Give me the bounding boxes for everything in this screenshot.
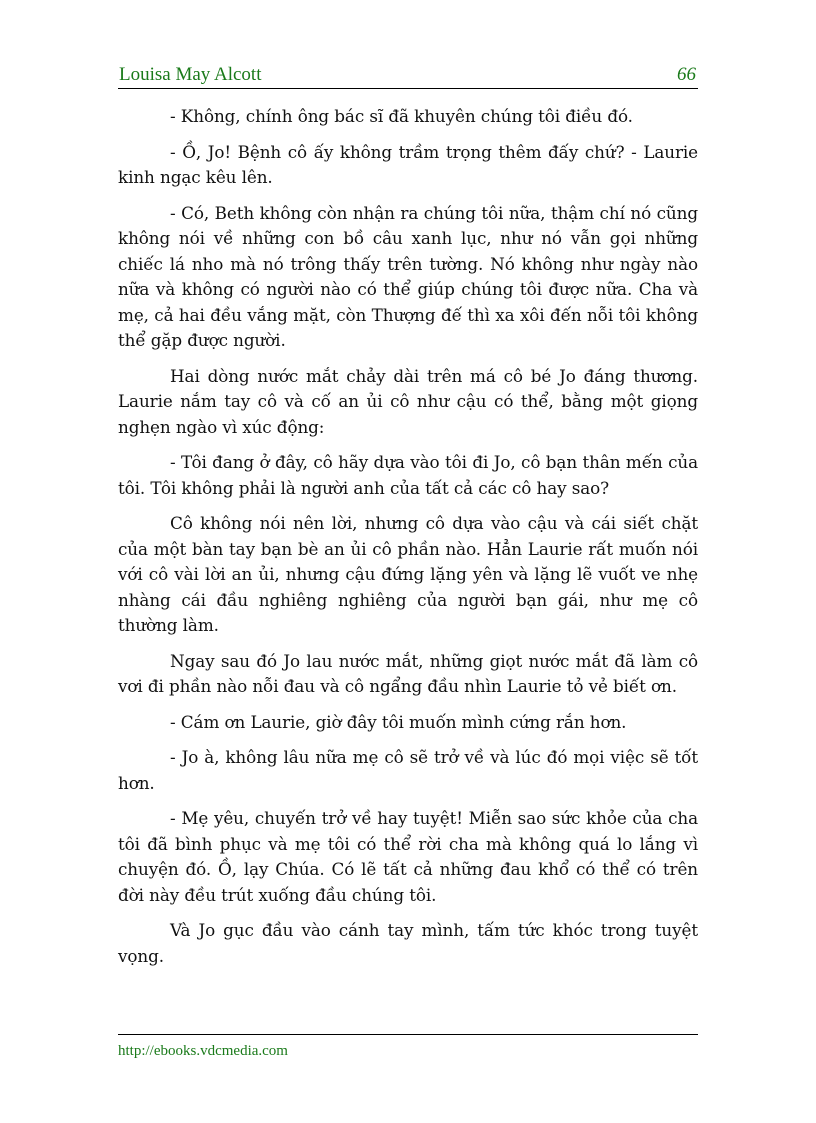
body-text [118,104,698,979]
paragraph: - Tôi đang ở đây, cô hãy dựa vào tôi đi Jo, cô bạn thân mến của tôi. Tôi không phải là người anh của tất cả các cô hay sao? [118,452,698,498]
paragraph: - Ồ, Jo! Bệnh cô ấy không trầm trọng thêm đấy chứ? - Laurie kinh ngạc kêu lên. [118,141,698,187]
page-header [118,64,698,89]
paragraph: - Không, chính ông bác sĩ đã khuyên chúng tôi điều đó. [170,106,633,126]
book-author-title: Louisa May Alcott [119,64,262,85]
paragraph: Ngay sau đó Jo lau nước mắt, những giọt nước mắt đã làm cô vơi đi phần nào nỗi đau và cô ngẩng đầu nhìn Laurie tỏ vẻ biết ơn. [118,650,698,696]
paragraph: - Cám ơn Laurie, giờ đây tôi muốn mình cứng rắn hơn. [170,711,627,732]
paragraph: Hai dòng nước mắt chảy dài trên má cô bé Jo đáng thương. Laurie nắm tay cô và cố an ủi cô như cậu có thể, bằng một giọng nghẹn ngào vì xúc động: [118,365,698,437]
paragraph: Và Jo gục đầu vào cánh tay mình, tấm tức khóc trong tuyệt vọng. [118,920,698,966]
paragraph: Cô không nói nên lời, nhưng cô dựa vào cậu và cái siết chặt của một bàn tay bạn bè an ủi cô phần nào. Hẳn Laurie rất muốn nói với cô vài lời an ủi, nhưng cậu đứng lặng yên và lặng lẽ vuốt ve nhẹ nhàng cái đầu nghiêng nghiêng của người bạn gái, như mẹ cô thường làm. [118,513,698,635]
paragraph: - Có, Beth không còn nhận ra chúng tôi nữa, thậm chí nó cũng không nói về những con bồ câu xanh lục, như nó vẫn gọi những chiếc lá nho mà nó trông thấy trên tường. Nó không như ngày nào nữa và không có người nào có thể giúp chúng tôi được nữa. Cha và mẹ, cả hai đều vắng mặt, còn Thượng đế thì xa xôi đến nỗi tôi không thể gặp được người. [118,202,698,350]
footer-url-link[interactable]: http://ebooks.vdcmedia.com [118,1043,288,1059]
paragraph: - Mẹ yêu, chuyến trở về hay tuyệt! Miễn sao sức khỏe của cha tôi đã bình phục và mẹ tôi có thể rời cha mà không quá lo lắng vì chuyện đó. Ồ, lạy Chúa. Có lẽ tất cả những đau khổ có thể có trên đời này đều trút xuống đầu chúng tôi. [118,808,698,905]
paragraph: - Jo à, không lâu nữa mẹ cô sẽ trở về và lúc đó mọi việc sẽ tốt hơn. [118,747,698,793]
page-number: 66 [677,64,696,85]
footer-divider [118,1034,698,1035]
